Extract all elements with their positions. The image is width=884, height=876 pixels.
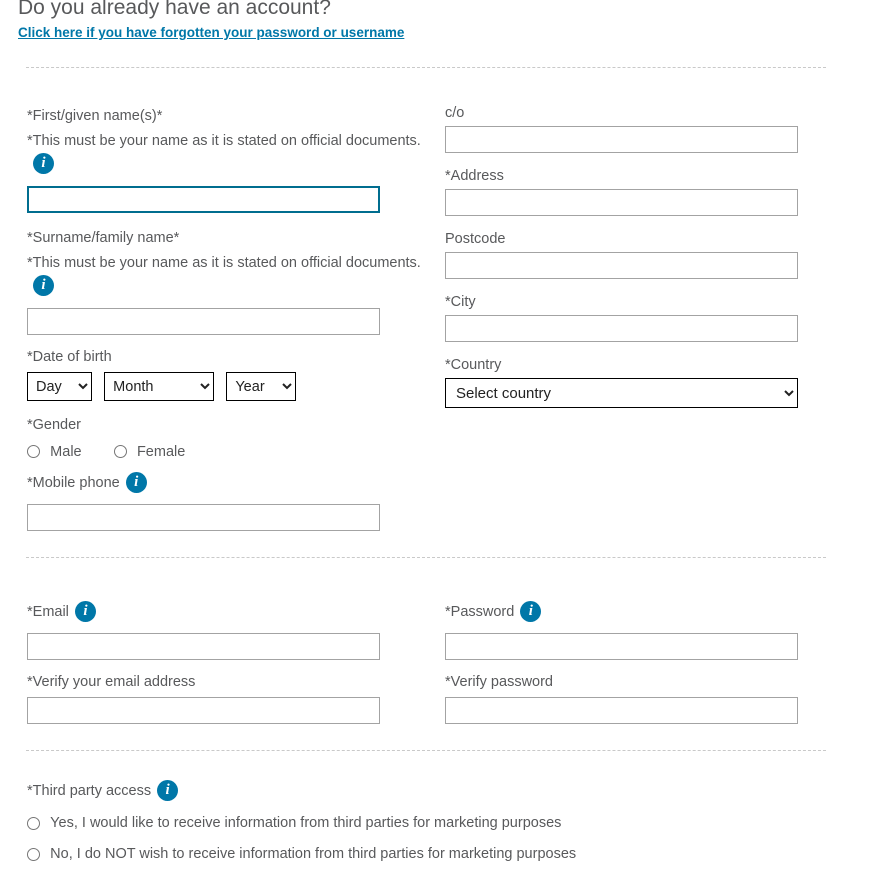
- gender-label-female: Female: [136, 443, 186, 460]
- email-label: *Email: [27, 604, 69, 620]
- forgot-password-link[interactable]: Click here if you have forgotten your password or username: [18, 25, 405, 40]
- password-column: [445, 600, 845, 724]
- info-icon[interactable]: i: [157, 780, 178, 801]
- third-party-label-no: No, I do NOT wish to receive information from third parties for marketing purposes: [50, 846, 577, 863]
- verify-password-label: *Verify password: [445, 674, 553, 690]
- first-name-input[interactable]: [27, 186, 380, 213]
- gender-radio-male[interactable]: [27, 445, 40, 458]
- third-party-section: [27, 779, 787, 876]
- co-field: [445, 101, 845, 153]
- section-divider-bottom: [26, 750, 826, 751]
- gender-options: [27, 442, 427, 460]
- info-icon[interactable]: i: [33, 275, 54, 296]
- email-field: [27, 600, 427, 660]
- verify-email-field: [27, 670, 427, 724]
- verify-password-input[interactable]: [445, 697, 798, 724]
- postcode-field: [445, 227, 845, 279]
- password-label: *Password: [445, 604, 515, 620]
- country-label: *Country: [445, 357, 502, 373]
- postcode-label: Postcode: [445, 231, 506, 247]
- third-party-radio-yes[interactable]: [27, 817, 40, 830]
- personal-details-column: [27, 104, 427, 531]
- mobile-phone-label: *Mobile phone: [27, 474, 120, 491]
- third-party-label: *Third party access: [27, 783, 152, 799]
- page-title: Do you already have an account?: [18, 0, 331, 19]
- dob-day-select[interactable]: [27, 372, 92, 401]
- country-field: [445, 353, 845, 408]
- dob-month-select[interactable]: [104, 372, 214, 401]
- city-label: *City: [445, 294, 476, 310]
- gender-field: [27, 413, 427, 460]
- password-field: [445, 600, 845, 660]
- city-field: [445, 290, 845, 342]
- password-input[interactable]: [445, 633, 798, 660]
- first-name-label: *First/given name(s)*: [27, 108, 163, 124]
- third-party-radio-no[interactable]: [27, 848, 40, 861]
- surname-hint: *This must be your name as it is stated on official documents.: [27, 255, 421, 271]
- info-icon[interactable]: i: [75, 601, 96, 622]
- gender-option-female[interactable]: [114, 443, 186, 460]
- third-party-options: [27, 814, 787, 862]
- date-of-birth-label: *Date of birth: [27, 349, 112, 365]
- third-party-option-no[interactable]: [27, 845, 787, 862]
- first-name-field: [27, 104, 427, 213]
- country-select[interactable]: [445, 378, 798, 408]
- co-label: c/o: [445, 105, 465, 121]
- mobile-phone-field: [27, 471, 427, 531]
- verify-password-field: [445, 670, 845, 724]
- city-input[interactable]: [445, 315, 798, 342]
- third-party-label-yes: Yes, I would like to receive information from third parties for marketing purposes: [50, 815, 562, 832]
- info-icon[interactable]: i: [520, 601, 541, 622]
- verify-email-input[interactable]: [27, 697, 380, 724]
- info-icon[interactable]: i: [126, 472, 147, 493]
- address-column: [445, 101, 845, 408]
- date-of-birth-field: [27, 345, 427, 401]
- gender-label: *Gender: [27, 417, 82, 433]
- address-field: [445, 164, 845, 216]
- gender-label-male: Male: [50, 443, 82, 460]
- third-party-option-yes[interactable]: [27, 814, 787, 831]
- email-column: [27, 600, 427, 724]
- address-label: *Address: [445, 168, 504, 184]
- surname-field: [27, 226, 427, 335]
- mobile-phone-input[interactable]: [27, 504, 380, 531]
- surname-input[interactable]: [27, 308, 380, 335]
- co-input[interactable]: [445, 126, 798, 153]
- section-divider-middle: [26, 557, 826, 558]
- section-divider-top: [26, 67, 826, 68]
- date-of-birth-selects: [27, 372, 427, 401]
- info-icon[interactable]: i: [33, 153, 54, 174]
- first-name-hint: *This must be your name as it is stated on official documents.: [27, 133, 421, 149]
- gender-option-male[interactable]: [27, 443, 82, 460]
- postcode-input[interactable]: [445, 252, 798, 279]
- dob-year-select[interactable]: [226, 372, 296, 401]
- address-input[interactable]: [445, 189, 798, 216]
- email-input[interactable]: [27, 633, 380, 660]
- gender-radio-female[interactable]: [114, 445, 127, 458]
- surname-label: *Surname/family name*: [27, 230, 180, 246]
- verify-email-label: *Verify your email address: [27, 674, 196, 690]
